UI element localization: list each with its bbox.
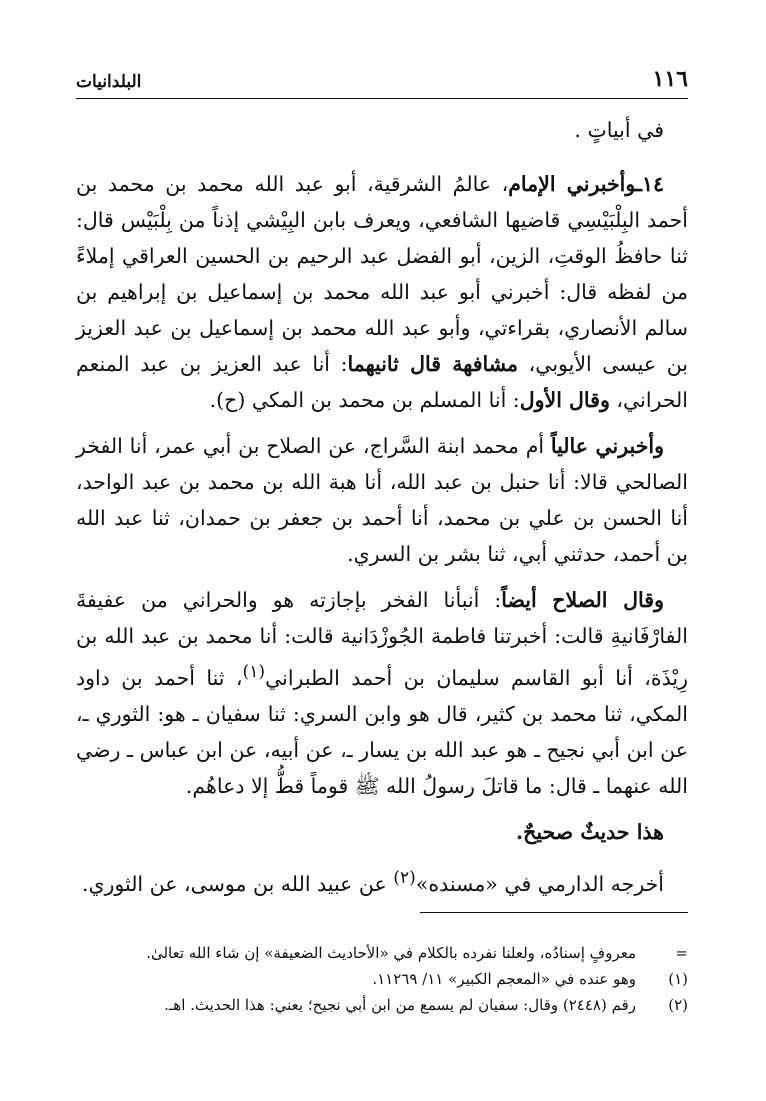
footnote-marker: = [675, 944, 688, 962]
paragraph-continuation [76, 112, 688, 148]
footnote-1 [76, 966, 688, 992]
text-run: : أنا عبد العزيز بن عبد المنعم الحراني، [76, 352, 688, 412]
footnote-text: معروفٍ إسنادُه، ولعلنا نفرده بالكلام في «الأحاديث الضعيفة» إن شاء الله تعالىٰ. [146, 944, 636, 962]
footnote-marker: (١) [668, 970, 688, 988]
footnote-text: رقم (٢٤٤٨) وقال: سفيان لم يسمع من ابن أبي نجيح؛ يعني: هذا الحديث. اهـ. [164, 996, 636, 1014]
footnote-marker: (٢) [668, 996, 688, 1014]
continuation-text: في أبياتٍ . [574, 118, 664, 142]
text-run: ، ثنا أحمد بن داود المكي، ثنا محمد بن كثير، قال هو وابن السري: ثنا سفيان ـ هو: الثوري ـ، عن ابن أبي نجيح ـ هو عبد الله بن يسار ـ، عن أبيه، عن ابن عباس ـ رضي الله عنهما ـ قال: ما قاتلَ رسولُ الله ﷺ قوماً قطُّ إلا دعاهُم. [76, 665, 688, 798]
footnote-ref-2[interactable]: (٢) [393, 867, 416, 888]
bold-phrase: وأخبرني عالياً [550, 434, 664, 458]
footnote-text: وهو عنده في «المعجم الكبير» ١١/ ١١٢٦٩. [372, 970, 636, 988]
text-run: أم محمد ابنة السَّراج، عن الصلاح بن أبي عمر، أنا الفخر الصالحي قالا: أنا حنبل بن عبد الله، أنا هبة الله بن محمد بن عبد الواحد، أنا الحسن بن علي بن محمد، أنا أحمد بن جعفر بن حمدان، ثنا عبد الله بن أحمد، حدثني أبي، ثنا بشر بن السري. [76, 434, 688, 566]
paragraph-source [76, 860, 688, 902]
book-title: البلدانيات [76, 72, 142, 92]
bold-phrase: مشافهة قال ثانيهما [347, 352, 519, 376]
text-run: : أنبأنا الفخر بإجازته هو والحراني من عفيفةَ الفارْفَانيةِ قالت: أخبرتنا فاطمة الجُوزْدَانية قالت: أنا محمد بن عبد الله بن رِيْذَة، أنا أبو القاسم سليمان بن أحمد الطبراني [76, 588, 688, 690]
hadith-number: ١٤ـ [635, 172, 664, 196]
main-text [76, 112, 688, 912]
paragraph-grading [76, 814, 688, 850]
text-run: ، عالمُ الشرقية، أبو عبد الله محمد بن محمد بن أحمد البِلْبَيْسِي قاضيها الشافعي، ويعرف بابن البِيْشي إذناً من بِلْبَيْس قال: ثنا حافظُ الوقتِ، الزين، أبو الفضل عبد الرحيم بن الحسين العراقي إملاءً من لفظه قال: أخبرني أبو عبد الله محمد بن إسماعيل بن إبراهيم بن سالم الأنصاري، بقراءتي، وأبو عبد الله محمد بن إسماعيل بن عبد العزيز بن عيسى الأيوبي، [76, 172, 689, 376]
footnote-ref-1[interactable]: (١) [242, 662, 266, 682]
bold-phrase: وقال الصلاح أيضاً [501, 588, 664, 612]
bold-phrase: وأخبرني الإمام [508, 172, 636, 196]
footnote-rule [420, 912, 688, 913]
paragraph-second-chain [76, 428, 688, 572]
grading-text: هذا حديثٌ صحيحٌ. [515, 819, 664, 844]
text-run: أخرجه الدارمي في «مسنده» [415, 871, 664, 896]
footnotes [76, 940, 688, 1018]
paragraph-third-chain [76, 582, 688, 804]
bold-phrase: وقال الأول [519, 388, 610, 412]
paragraph-hadith-14 [76, 166, 688, 418]
footnote-continuation [76, 940, 688, 966]
footnote-2 [76, 992, 688, 1018]
header-rule [76, 98, 688, 99]
text-run: : أنا المسلم بن محمد بن المكي (ح). [209, 388, 520, 412]
text-run: عن عبيد الله بن موسى، عن الثوري. [81, 871, 394, 896]
running-header [76, 60, 688, 100]
page-number: ١١٦ [652, 66, 688, 92]
